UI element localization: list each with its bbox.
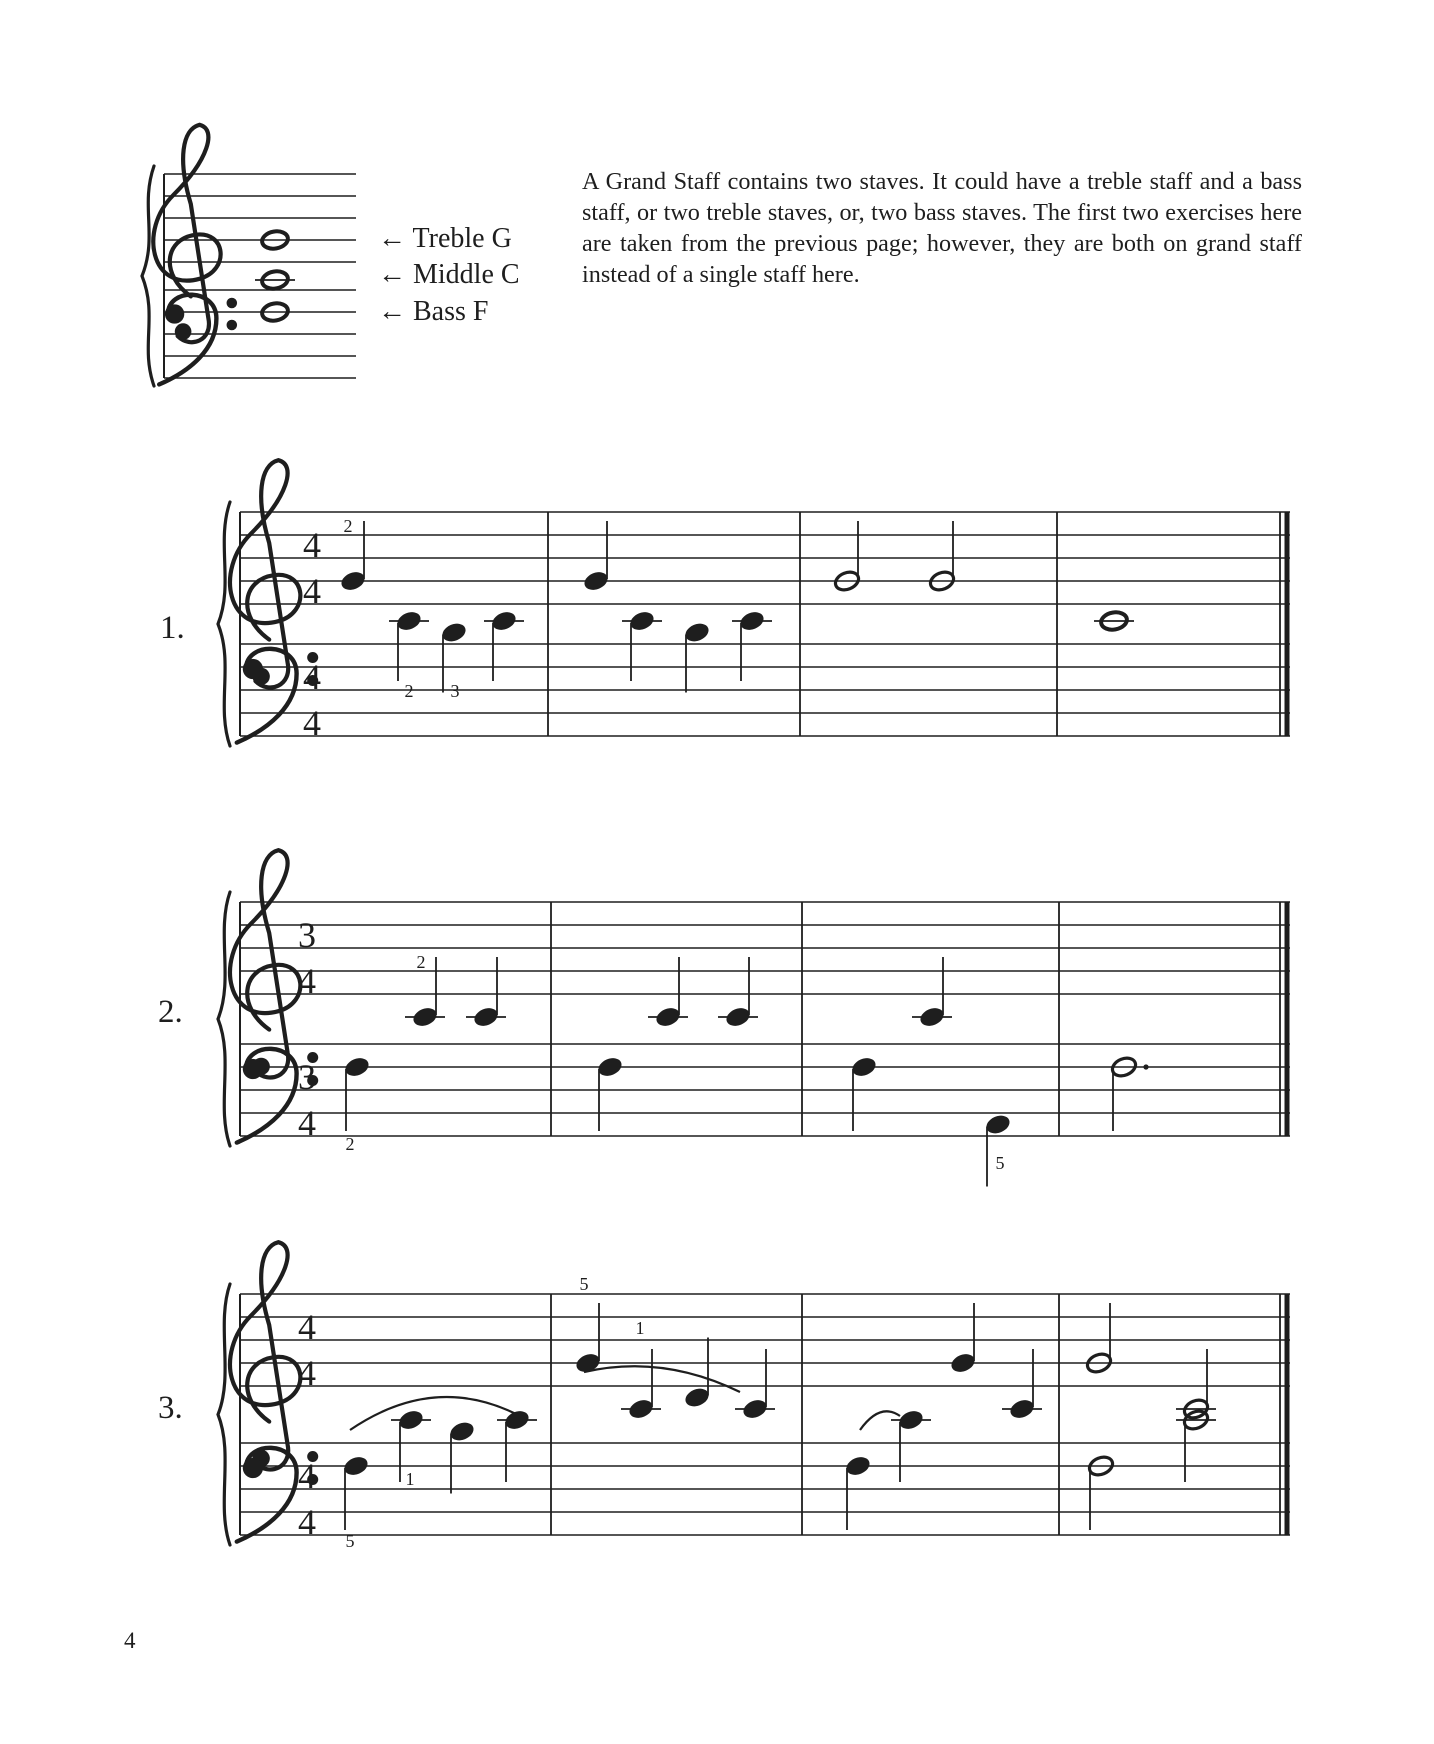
bass-clef-dot: [243, 1059, 263, 1079]
arrow-left-icon: ←: [378, 296, 406, 327]
note: [395, 609, 423, 681]
notehead: [918, 1005, 946, 1029]
intro-paragraph: A Grand Staff contains two staves. It could have a treble staff and a bass staff, or two treble staves, or, two bass staves. The first two exercises here are taken from the previous page; however, they are both on grand staff instead of a single staff here.: [582, 168, 1302, 288]
exercise-1-number: 1.: [160, 610, 185, 646]
fingering: 1: [405, 1469, 415, 1489]
notehead: [440, 620, 468, 644]
time-signature-top-bass: 3: [298, 1057, 316, 1097]
note: [683, 620, 711, 692]
note: [738, 609, 766, 681]
fingering: 2: [416, 952, 426, 972]
notehead: [596, 1055, 624, 1079]
notehead: [627, 1397, 655, 1421]
fingering: 5: [579, 1274, 589, 1294]
note: [928, 521, 956, 593]
notehead: [343, 1055, 371, 1079]
slur: [350, 1397, 520, 1430]
bass-clef-dot: [243, 1458, 263, 1478]
fingering: 5: [345, 1531, 355, 1551]
notehead: [949, 1351, 977, 1375]
time-signature-bottom-bass: 4: [303, 703, 321, 743]
note: [654, 957, 682, 1029]
notehead: [448, 1419, 476, 1443]
note: [949, 1303, 977, 1375]
notehead: [339, 569, 367, 593]
note: [448, 1419, 476, 1493]
fingering: 3: [450, 681, 460, 701]
fingering: 5: [995, 1153, 1005, 1173]
note: [472, 957, 500, 1029]
notehead: [628, 609, 656, 633]
notehead: [844, 1454, 872, 1478]
slur: [584, 1366, 740, 1392]
time-signature-bottom-bass: 4: [298, 1103, 316, 1143]
middle-c-label: ← Middle C: [378, 259, 520, 290]
time-signature-bottom-treble: 4: [298, 1353, 316, 1393]
time-signature-bottom-treble: 4: [303, 571, 321, 611]
note: [833, 521, 861, 593]
treble-clef-dot: [175, 323, 192, 340]
notehead: [411, 1005, 439, 1029]
bass-clef-dot: [165, 304, 184, 323]
notehead: [683, 620, 711, 644]
notehead: [984, 1112, 1012, 1136]
note: [1008, 1349, 1036, 1421]
bass-clef-dot: [243, 659, 263, 679]
note: [628, 609, 656, 681]
notehead: [342, 1454, 370, 1478]
note: [918, 957, 946, 1029]
notehead: [724, 1005, 752, 1029]
bass-clef-dot: [227, 320, 238, 331]
fingering: 2: [343, 516, 353, 536]
time-signature-top-treble: 4: [303, 525, 321, 565]
notehead: [654, 1005, 682, 1029]
note: [741, 1349, 769, 1421]
note: [1085, 1303, 1113, 1375]
notehead: [395, 609, 423, 633]
notehead: [1008, 1397, 1036, 1421]
treble-g-label: ← Treble G: [378, 223, 512, 254]
brace: [218, 502, 230, 746]
note: [503, 1408, 531, 1482]
time-signature-top-bass: 4: [298, 1456, 316, 1496]
fingering: 2: [345, 1134, 355, 1154]
time-signature-top-bass: 4: [303, 657, 321, 697]
notehead: [582, 569, 610, 593]
fingering: 2: [404, 681, 414, 701]
note: [582, 521, 610, 593]
exercise-2-number: 2.: [158, 994, 183, 1030]
note: [897, 1408, 925, 1482]
note: [850, 1055, 878, 1131]
time-signature-top-treble: 3: [298, 915, 316, 955]
exercise-3-number: 3.: [158, 1390, 183, 1426]
notehead: [503, 1408, 531, 1432]
brace: [142, 166, 154, 386]
notehead: [897, 1408, 925, 1432]
brace: [218, 1284, 230, 1545]
notehead: [490, 609, 518, 633]
note: [596, 1055, 624, 1131]
note: [984, 1112, 1012, 1186]
dot: [1143, 1064, 1148, 1069]
notehead: [850, 1055, 878, 1079]
bass-f-label: ← Bass F: [378, 296, 489, 327]
notehead: [683, 1385, 711, 1409]
notehead: [472, 1005, 500, 1029]
page-number: 4: [124, 1628, 136, 1653]
arrow-left-icon: ←: [378, 223, 406, 254]
fingering: 1: [635, 1318, 645, 1338]
note: [724, 957, 752, 1029]
time-signature-bottom-treble: 4: [298, 961, 316, 1001]
notehead: [738, 609, 766, 633]
note: [343, 1055, 371, 1131]
notehead: [741, 1397, 769, 1421]
bass-clef-dot: [227, 298, 238, 309]
note: [490, 609, 518, 681]
time-signature-bottom-bass: 4: [298, 1502, 316, 1542]
note: [627, 1349, 655, 1421]
note: [844, 1454, 872, 1530]
brace: [218, 892, 230, 1146]
note: [342, 1454, 370, 1530]
note: [574, 1303, 602, 1375]
notehead: [397, 1408, 425, 1432]
time-signature-top-treble: 4: [298, 1307, 316, 1347]
arrow-left-icon: ←: [378, 259, 406, 290]
